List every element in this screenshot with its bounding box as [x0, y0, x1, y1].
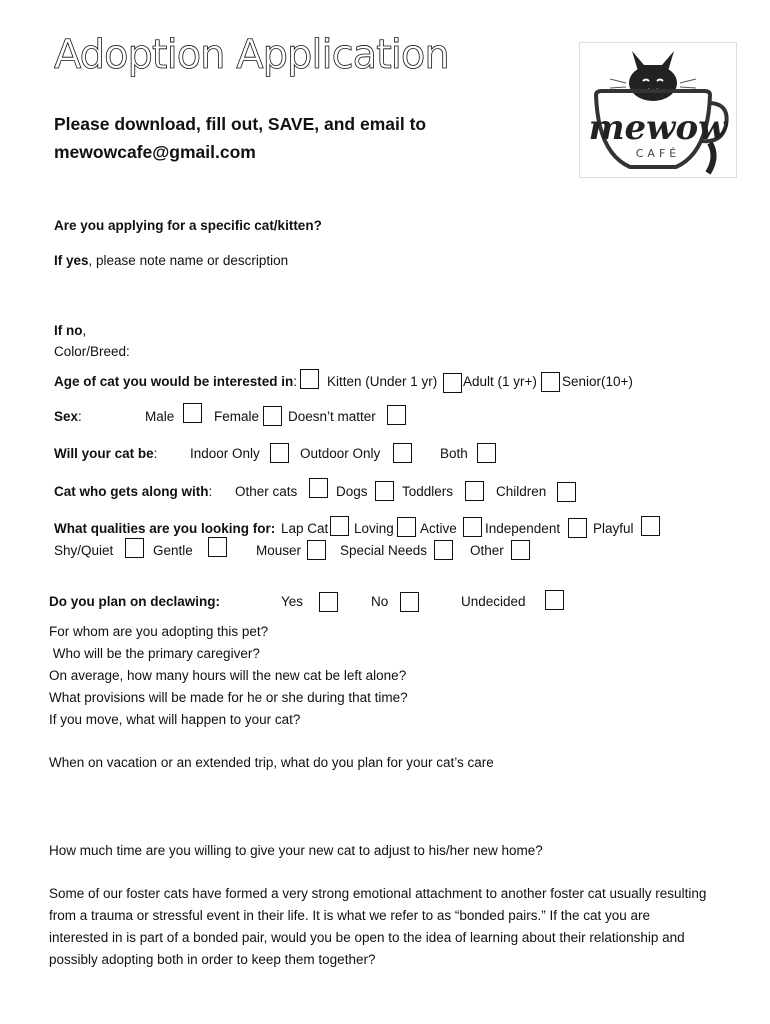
indoor-only-checkbox[interactable] [270, 443, 289, 463]
q-vacation: When on vacation or an extended trip, what do you plan for your cat’s care [49, 755, 494, 770]
indoor-only-label: Indoor Only [190, 446, 260, 461]
qualities-shy-checkbox[interactable] [125, 538, 144, 558]
along-toddlers-label: Toddlers [402, 484, 454, 499]
q-if-yes-rest: , please note name or description [88, 253, 289, 268]
qualities-gentle-checkbox[interactable] [208, 537, 227, 557]
sex-doesnt-matter-label: Doesn’t matter [288, 409, 376, 424]
qualities-other-label: Other [470, 543, 504, 558]
question-item: On average, how many hours will the new cat be left alone? [49, 668, 407, 683]
along-dogs-checkbox[interactable] [375, 481, 394, 501]
sex-doesnt-matter-checkbox[interactable] [387, 405, 406, 425]
declaw-undecided-checkbox[interactable] [545, 590, 564, 610]
outdoor-only-checkbox[interactable] [393, 443, 412, 463]
qualities-shy-label: Shy/Quiet [54, 543, 114, 558]
q-if-no [54, 323, 86, 338]
declaw-yes-label: Yes [281, 594, 304, 609]
age-kitten-checkbox[interactable] [300, 369, 319, 389]
age-senior-checkbox[interactable] [541, 372, 560, 392]
age-kitten-label: Kitten (Under 1 yr) [327, 374, 438, 389]
qualities-lap-label: Lap Cat [281, 521, 329, 536]
declaw-undecided-label: Undecided [461, 594, 526, 609]
along-toddlers-checkbox[interactable] [465, 481, 484, 501]
sex-female-label: Female [214, 409, 260, 424]
qualities-special-label: Special Needs [340, 543, 428, 558]
along-label-row [54, 484, 212, 499]
mewow-cafe-logo [579, 42, 737, 178]
q-if-no-rest: , [82, 323, 87, 338]
page-title: Adoption Application [54, 32, 449, 78]
sex-label-row [54, 409, 82, 424]
q-adjust-time: How much time are you willing to give your new cat to adjust to his/her new home? [49, 843, 543, 858]
age-label: Age of cat you would be interested in [54, 374, 294, 389]
sex-colon: : [78, 409, 82, 424]
logo-subtext: CAFÉ [635, 147, 681, 160]
question-item: Who will be the primary caregiver? [49, 646, 260, 661]
age-colon: : [293, 374, 298, 389]
q-if-yes-bold: If yes [54, 253, 89, 268]
along-children-label: Children [496, 484, 547, 499]
qualities-other-checkbox[interactable] [511, 540, 530, 560]
qualities-special-checkbox[interactable] [434, 540, 453, 560]
qualities-gentle-label: Gentle [153, 543, 193, 558]
qualities-active-checkbox[interactable] [463, 517, 482, 537]
sex-male-label: Male [145, 409, 175, 424]
question-item: If you move, what will happen to your cat? [49, 712, 301, 727]
qualities-playful-label: Playful [593, 521, 634, 536]
q-if-yes [54, 253, 288, 268]
indoor-both-checkbox[interactable] [477, 443, 496, 463]
sex-label: Sex [54, 409, 79, 424]
indoor-label: Will your cat be [54, 446, 154, 461]
q-bonded-pairs: Some of our foster cats have formed a very strong emotional attachment to another foster cat usually resulting from a trauma or stressful event in their life. It is what we refer to as “bonded pairs.” If the cat you are interested in is part of a bonded pair, would you be open to the idea of learning about their relationship and possibly adopting both in order to keep them together? [49, 886, 707, 967]
along-dogs-label: Dogs [336, 484, 368, 499]
qualities-loving-checkbox[interactable] [397, 517, 416, 537]
age-adult-checkbox[interactable] [443, 373, 462, 393]
indoor-both-label: Both [440, 446, 468, 461]
along-colon: : [208, 484, 213, 499]
age-label-row [54, 374, 297, 389]
outdoor-only-label: Outdoor Only [300, 446, 381, 461]
sex-female-checkbox[interactable] [263, 406, 282, 426]
declaw-yes-checkbox[interactable] [319, 592, 338, 612]
along-other-cats-label: Other cats [235, 484, 298, 499]
q-if-no-bold: If no [54, 323, 83, 338]
along-label: Cat who gets along with [54, 484, 209, 499]
indoor-colon: : [153, 446, 158, 461]
subtitle-email: mewowcafe@gmail.com [54, 142, 256, 162]
question-item: What provisions will be made for he or she during that time? [49, 690, 408, 705]
subtitle-line1: Please download, fill out, SAVE, and email to [54, 114, 427, 134]
age-senior-label: Senior(10+) [562, 374, 633, 389]
qualities-label: What qualities are you looking for: [54, 521, 276, 536]
along-children-checkbox[interactable] [557, 482, 576, 502]
sex-male-checkbox[interactable] [183, 403, 202, 423]
along-other-cats-checkbox[interactable] [309, 478, 328, 498]
indoor-label-row [54, 446, 157, 461]
qualities-playful-checkbox[interactable] [641, 516, 660, 536]
qualities-independent-label: Independent [485, 521, 561, 536]
declaw-no-label: No [371, 594, 389, 609]
qualities-active-label: Active [420, 521, 457, 536]
qualities-independent-checkbox[interactable] [568, 518, 587, 538]
declaw-label: Do you plan on declawing: [49, 594, 221, 609]
logo-text: mewow [588, 108, 728, 148]
qualities-mouser-label: Mouser [256, 543, 302, 558]
qualities-lap-checkbox[interactable] [330, 516, 349, 536]
age-adult-label: Adult (1 yr+) [463, 374, 537, 389]
qualities-mouser-checkbox[interactable] [307, 540, 326, 560]
question-item: For whom are you adopting this pet? [49, 624, 269, 639]
declaw-no-checkbox[interactable] [400, 592, 419, 612]
q-color-breed: Color/Breed: [54, 344, 130, 359]
q-specific-cat: Are you applying for a specific cat/kitten? [54, 218, 322, 233]
qualities-loving-label: Loving [354, 521, 394, 536]
